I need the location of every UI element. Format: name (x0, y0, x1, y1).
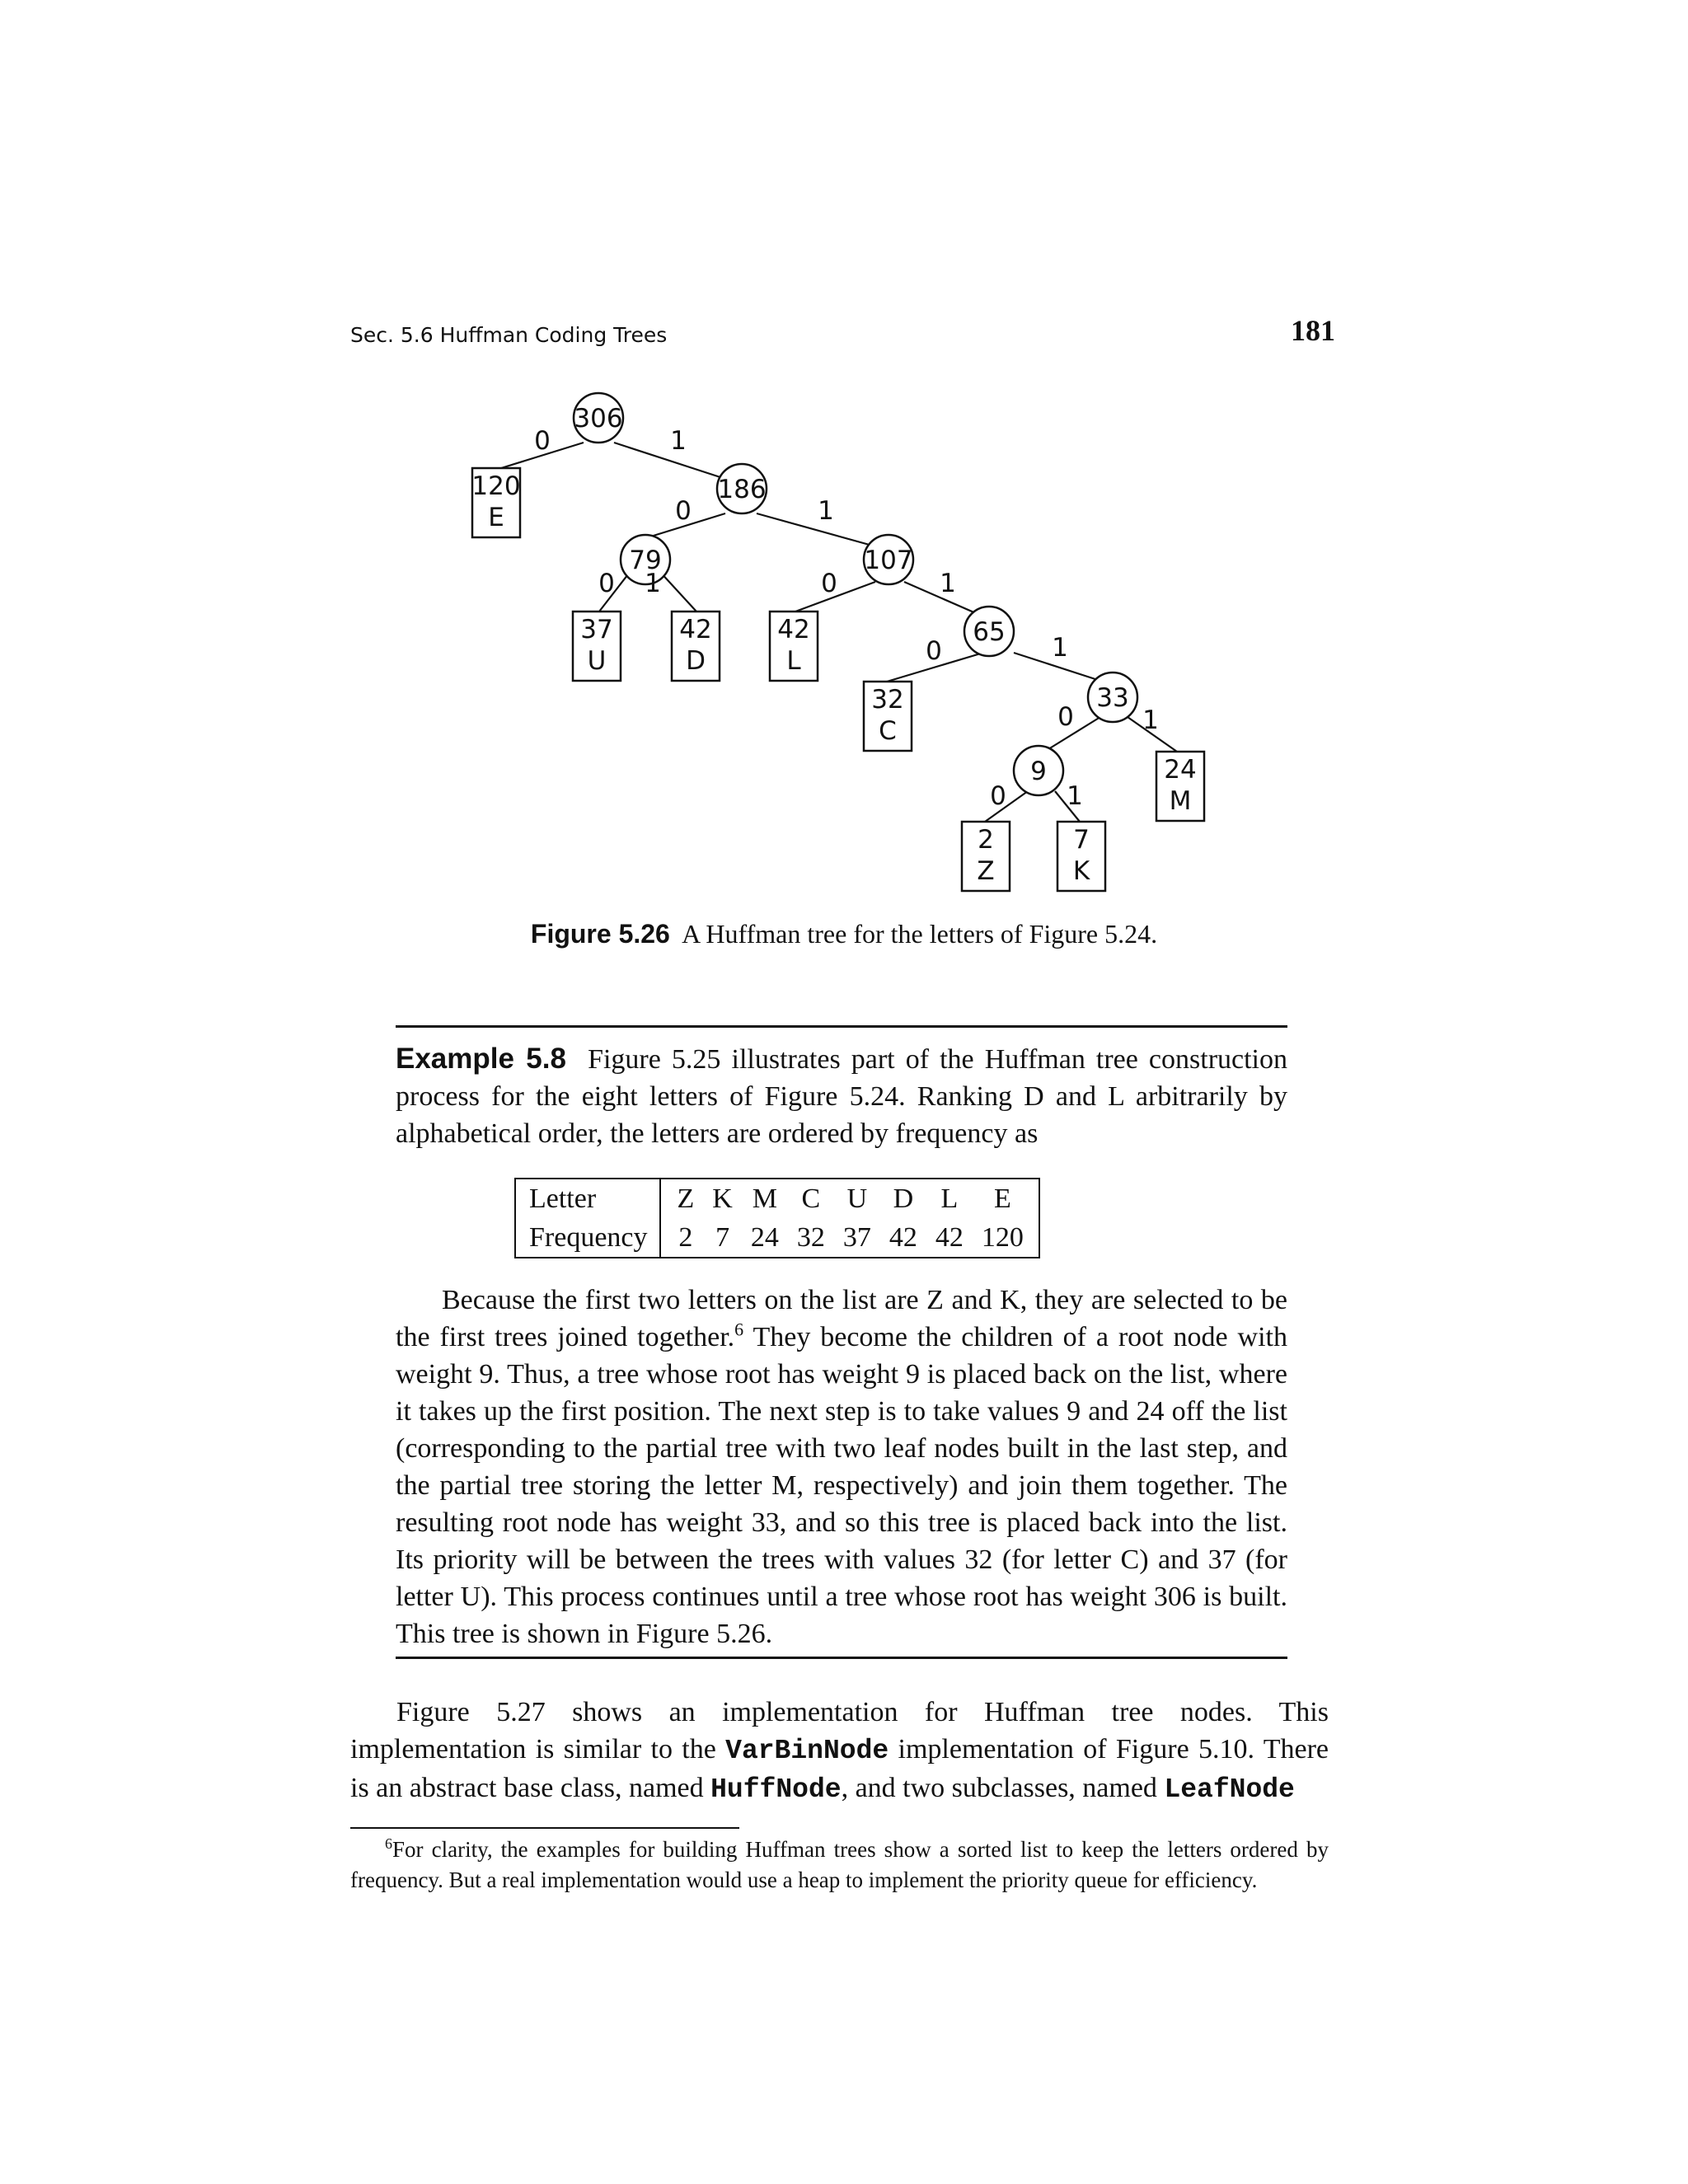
edge-label-107-1: 1 (940, 569, 956, 598)
leaf-C-letter: C (879, 716, 897, 746)
edge-label-79-1: 1 (645, 569, 661, 598)
edge-33-9 (1048, 717, 1100, 749)
leaf-labels (471, 471, 1196, 886)
table-row-frequencies (515, 1218, 1039, 1258)
code-leafnode: LeafNode (1164, 1774, 1295, 1805)
footnote (350, 1835, 1329, 1896)
edge-label-79-0: 0 (598, 569, 615, 598)
example-intro-text: Figure 5.25 illustrates part of the Huffman tree construction process for the eight letters of Figure 5.24. Ranking D and L arbitrarily by alphabetical order, the letters are ordered by frequency as (396, 1044, 1288, 1149)
table-cell: L (940, 1183, 959, 1214)
table-row-header: Letter (515, 1179, 660, 1218)
leaf-E-weight: 120 (471, 471, 521, 501)
footnote-rule (350, 1827, 739, 1829)
example-bottom-rule (396, 1657, 1287, 1659)
table-cell: 42 (935, 1221, 964, 1253)
table-cell: 32 (796, 1221, 825, 1253)
main-text-2: implementation of Figure 5.10. There is an abstract base class, named (350, 1734, 1329, 1803)
footnote-ref[interactable]: 6 (734, 1319, 744, 1340)
code-varbinnode: VarBinNode (725, 1736, 889, 1766)
main-paragraph-text (350, 1694, 1329, 1808)
node-107-label: 107 (864, 546, 913, 575)
example-body-text-2: They become the children of a root node with weight 9. Thus, a tree whose root has weight 9 is placed back on the list, where it takes up the first position. The next step is to take values 9 and 24 off the list (corresponding to the partial tree with two leaf nodes built in the last step, and the partial tree storing the letter M, respectively) and join them together. The resulting root node has weight 33, and so this tree is placed back into the list. Its priority will be between the trees with values 32 (for letter C) and 37 (for letter U). This process continues until a tree whose root has weight 306 is built. This tree is shown in Figure 5.26. (396, 1322, 1287, 1649)
edge-label-306-1: 1 (670, 426, 687, 456)
leaf-M-weight: 24 (1164, 755, 1197, 785)
leaf-L-weight: 42 (777, 615, 810, 644)
edge-79-D (659, 571, 696, 612)
leaf-C-weight: 32 (871, 685, 904, 715)
table-cell: 7 (715, 1221, 730, 1253)
table-cell: 42 (889, 1221, 917, 1253)
table-cell: 2 (678, 1221, 693, 1253)
edge-label-186-0: 0 (675, 496, 692, 526)
table-cell: 120 (981, 1221, 1024, 1253)
edge-label-9-0: 0 (990, 781, 1006, 811)
figure-caption (0, 919, 1688, 949)
node-9-label: 9 (1030, 757, 1047, 786)
node-33-label: 33 (1096, 683, 1129, 713)
footnote-paragraph (350, 1835, 1329, 1896)
table-cell: 37 (842, 1221, 871, 1253)
leaf-U-letter: U (587, 646, 607, 676)
leaf-D-letter: D (686, 646, 706, 676)
main-text-1: Figure 5.27 shows an implementation for Huffman tree nodes. This implementation is similar to the (350, 1697, 1329, 1765)
leaf-Z-weight: 2 (978, 825, 994, 855)
edge-186-107 (757, 513, 875, 546)
table-cell: 24 (750, 1221, 779, 1253)
huffman-tree-figure (0, 0, 1688, 915)
leaf-M-letter: M (1169, 786, 1192, 816)
figure-caption-label: Figure 5.26 (530, 919, 670, 949)
node-186-label: 186 (717, 475, 767, 504)
table-cell: D (893, 1183, 914, 1214)
main-paragraph (350, 1694, 1329, 1808)
node-79-label: 79 (629, 546, 662, 575)
example-body-text-1: Because the first two letters on the list are Z and K, they are selected to be the first trees joined together. (396, 1285, 1287, 1352)
leaf-K-weight: 7 (1073, 825, 1090, 855)
edge-label-65-0: 0 (926, 636, 942, 666)
table-cell: E (993, 1183, 1011, 1214)
page-number: 181 (1291, 314, 1335, 347)
table-cell: Z (677, 1183, 695, 1214)
leaf-U-weight: 37 (580, 615, 613, 644)
leaf-K-letter: K (1072, 856, 1090, 886)
table-cell: M (752, 1183, 777, 1214)
table-cell: C (801, 1183, 821, 1214)
leaf-Z-letter: Z (977, 856, 995, 886)
table-cell: K (712, 1183, 733, 1214)
example-body (396, 1282, 1287, 1652)
edge-label-33-1: 1 (1142, 705, 1159, 735)
node-306-label: 306 (574, 404, 623, 434)
example-body-paragraph (396, 1282, 1287, 1652)
leaf-L-letter: L (786, 646, 801, 676)
table-row-header: Frequency (515, 1218, 660, 1258)
running-header: Sec. 5.6 Huffman Coding Trees (350, 323, 668, 347)
example-intro (396, 1040, 1287, 1152)
example-label: Example 5.8 (396, 1043, 566, 1075)
table-cell: U (846, 1183, 868, 1214)
footnote-number: 6 (385, 1835, 392, 1852)
edge-label-33-0: 0 (1057, 702, 1074, 732)
leaf-D-weight: 42 (679, 615, 712, 644)
edge-label-65-1: 1 (1052, 633, 1068, 663)
example-top-rule (396, 1025, 1287, 1028)
node-65-label: 65 (973, 617, 1006, 647)
footnote-text: For clarity, the examples for building Huffman trees show a sorted list to keep the letters ordered by frequency. But a real implementation would use a heap to implement the priority queue for efficiency. (350, 1837, 1329, 1892)
edge-labels (534, 426, 1159, 811)
edge-label-186-1: 1 (818, 496, 834, 526)
leaf-E-letter: E (488, 503, 504, 532)
frequency-table (514, 1178, 1040, 1258)
edge-label-107-0: 0 (821, 569, 837, 598)
edge-label-9-1: 1 (1067, 781, 1083, 811)
main-text-3: , and two subclasses, named (841, 1773, 1165, 1803)
code-huffnode: HuffNode (710, 1774, 842, 1805)
table-row-letters (515, 1179, 1039, 1218)
edge-label-306-0: 0 (534, 426, 551, 456)
figure-caption-text: A Huffman tree for the letters of Figure 5.24. (682, 919, 1158, 949)
